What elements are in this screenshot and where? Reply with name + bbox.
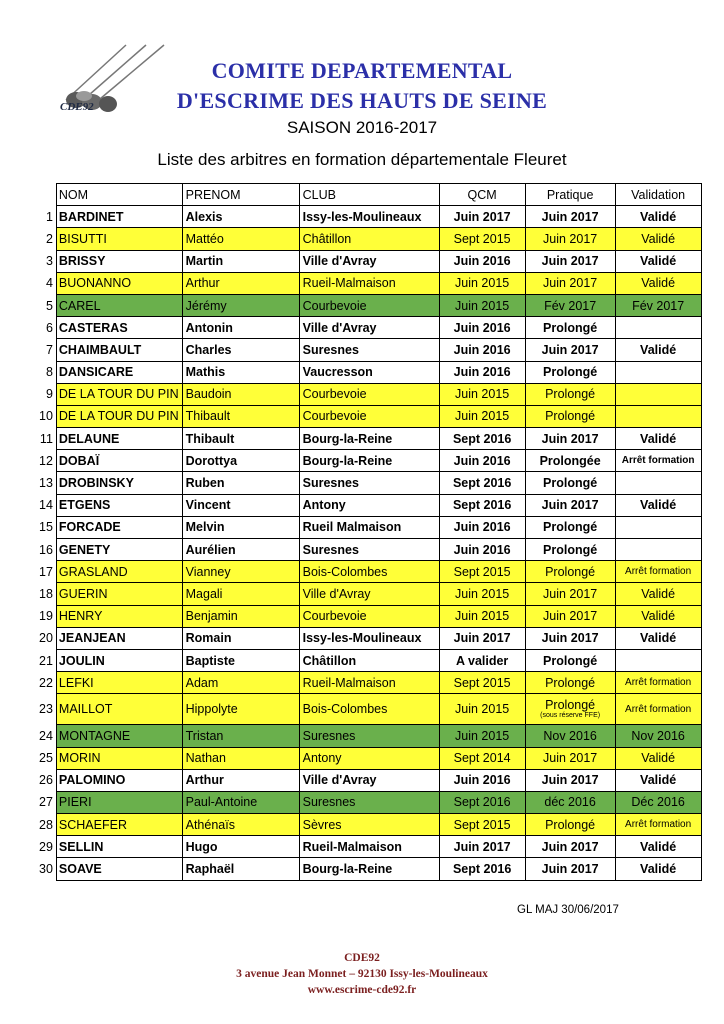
cell-pratique: Prolongé xyxy=(525,405,615,427)
cell-prenom: Alexis xyxy=(182,206,299,228)
table-row xyxy=(36,605,701,627)
cell-club: Bourg-la-Reine xyxy=(299,450,439,472)
cell-qcm: Sept 2015 xyxy=(439,672,525,694)
cell-pratique: Juin 2017 xyxy=(525,339,615,361)
row-number: 25 xyxy=(36,747,56,769)
cell-club: Rueil Malmaison xyxy=(299,516,439,538)
row-number: 26 xyxy=(36,769,56,791)
cell-prenom: Dorottya xyxy=(182,450,299,472)
cell-prenom: Paul-Antoine xyxy=(182,791,299,813)
cell-qcm: Juin 2016 xyxy=(439,769,525,791)
cell-pratique: Juin 2017 xyxy=(525,250,615,272)
cell-pratique: Juin 2017 xyxy=(525,494,615,516)
cell-prenom: Ruben xyxy=(182,472,299,494)
cell-nom: CASTERAS xyxy=(56,317,182,339)
row-number: 13 xyxy=(36,472,56,494)
table-row xyxy=(36,858,701,880)
cell-validation: Validé xyxy=(615,605,701,627)
cell-validation xyxy=(615,405,701,427)
cell-validation: Arrêt formation xyxy=(615,814,701,836)
cell-club: Vaucresson xyxy=(299,361,439,383)
cell-prenom: Charles xyxy=(182,339,299,361)
cell-qcm: Juin 2016 xyxy=(439,339,525,361)
cell-validation: Validé xyxy=(615,206,701,228)
cell-pratique: Prolongé xyxy=(525,383,615,405)
cell-prenom: Martin xyxy=(182,250,299,272)
row-number: 12 xyxy=(36,450,56,472)
table-row xyxy=(36,450,701,472)
cell-qcm: Juin 2016 xyxy=(439,516,525,538)
pratique-note: (sous réserve FFE) xyxy=(540,712,601,720)
table-row xyxy=(36,516,701,538)
table-row xyxy=(36,383,701,405)
cell-prenom: Thibault xyxy=(182,428,299,450)
table-row xyxy=(36,472,701,494)
cell-validation: Validé xyxy=(615,858,701,880)
logo-text: CDE92 xyxy=(60,101,94,113)
cell-validation: Validé xyxy=(615,627,701,649)
cell-nom: MORIN xyxy=(56,747,182,769)
table-row xyxy=(36,583,701,605)
cell-pratique: Fév 2017 xyxy=(525,294,615,316)
cell-qcm: Juin 2017 xyxy=(439,627,525,649)
table-row xyxy=(36,272,701,294)
cell-nom: BARDINET xyxy=(56,206,182,228)
cell-club: Bois-Colombes xyxy=(299,694,439,725)
footer-website[interactable]: www.escrime-cde92.fr xyxy=(307,984,417,996)
cell-club: Courbevoie xyxy=(299,405,439,427)
cell-nom: JOULIN xyxy=(56,649,182,671)
cell-qcm: Sept 2015 xyxy=(439,561,525,583)
cell-nom: DOBAÏ xyxy=(56,450,182,472)
cell-prenom: Vincent xyxy=(182,494,299,516)
col-header-nom: NOM xyxy=(56,184,182,206)
cell-qcm: Juin 2015 xyxy=(439,725,525,747)
cell-pratique: Prolongé xyxy=(525,561,615,583)
row-number: 14 xyxy=(36,494,56,516)
cell-prenom: Baudoin xyxy=(182,383,299,405)
cell-club: Suresnes xyxy=(299,725,439,747)
cell-validation xyxy=(615,516,701,538)
row-number: 5 xyxy=(36,294,56,316)
cell-qcm: Juin 2017 xyxy=(439,206,525,228)
cell-prenom: Tristan xyxy=(182,725,299,747)
table-row xyxy=(36,228,701,250)
table-row xyxy=(36,814,701,836)
cell-club: Rueil-Malmaison xyxy=(299,672,439,694)
cell-validation xyxy=(615,539,701,561)
cell-validation: Déc 2016 xyxy=(615,791,701,813)
cell-club: Courbevoie xyxy=(299,383,439,405)
row-number: 24 xyxy=(36,725,56,747)
row-number: 30 xyxy=(36,858,56,880)
row-number: 10 xyxy=(36,405,56,427)
cell-qcm: Juin 2017 xyxy=(439,836,525,858)
table-header xyxy=(36,184,701,206)
cell-club: Ville d'Avray xyxy=(299,250,439,272)
cell-nom: SELLIN xyxy=(56,836,182,858)
cell-qcm: Sept 2015 xyxy=(439,814,525,836)
table-row xyxy=(36,494,701,516)
cell-prenom: Hippolyte xyxy=(182,694,299,725)
cell-club: Suresnes xyxy=(299,339,439,361)
table-row xyxy=(36,405,701,427)
cell-qcm: Sept 2015 xyxy=(439,228,525,250)
cell-prenom: Raphaël xyxy=(182,858,299,880)
cell-nom: MAILLOT xyxy=(56,694,182,725)
col-header-prenom: PRENOM xyxy=(182,184,299,206)
cell-nom: GENETY xyxy=(56,539,182,561)
row-number: 23 xyxy=(36,694,56,725)
cell-prenom: Thibault xyxy=(182,405,299,427)
row-number: 19 xyxy=(36,605,56,627)
cell-pratique: Nov 2016 xyxy=(525,725,615,747)
row-number: 2 xyxy=(36,228,56,250)
cell-nom: FORCADE xyxy=(56,516,182,538)
cell-validation: Fév 2017 xyxy=(615,294,701,316)
cell-qcm: Sept 2016 xyxy=(439,472,525,494)
cell-validation: Validé xyxy=(615,747,701,769)
cell-club: Issy-les-Moulineaux xyxy=(299,206,439,228)
cell-validation: Arrêt formation xyxy=(615,561,701,583)
row-number: 29 xyxy=(36,836,56,858)
row-number: 21 xyxy=(36,649,56,671)
cell-nom: DELAUNE xyxy=(56,428,182,450)
cell-nom: BISUTTI xyxy=(56,228,182,250)
row-number: 6 xyxy=(36,317,56,339)
cell-prenom: Baptiste xyxy=(182,649,299,671)
col-header-validation: Validation xyxy=(615,184,701,206)
row-number: 18 xyxy=(36,583,56,605)
cell-validation: Validé xyxy=(615,583,701,605)
row-number: 11 xyxy=(36,428,56,450)
cell-pratique: Prolongé xyxy=(525,814,615,836)
cell-validation: Validé xyxy=(615,228,701,250)
cell-qcm: Juin 2016 xyxy=(439,250,525,272)
cell-prenom: Adam xyxy=(182,672,299,694)
footer-org: CDE92 xyxy=(344,952,380,964)
cell-pratique: Prolongé xyxy=(525,317,615,339)
cell-prenom: Romain xyxy=(182,627,299,649)
table-row xyxy=(36,672,701,694)
cell-nom: DE LA TOUR DU PIN xyxy=(56,405,182,427)
cell-validation: Arrêt formation xyxy=(615,450,701,472)
cell-club: Ville d'Avray xyxy=(299,317,439,339)
table-row xyxy=(36,836,701,858)
cell-pratique: Juin 2017 xyxy=(525,206,615,228)
cell-qcm: Juin 2015 xyxy=(439,583,525,605)
cell-pratique: Juin 2017 xyxy=(525,769,615,791)
table-row xyxy=(36,539,701,561)
cell-pratique: Juin 2017 xyxy=(525,747,615,769)
cell-pratique: Prolongé (sous réserve FFE) xyxy=(525,694,615,725)
cell-pratique: Prolongé xyxy=(525,649,615,671)
col-header-club: CLUB xyxy=(299,184,439,206)
table-row xyxy=(36,339,701,361)
cell-pratique: Juin 2017 xyxy=(525,836,615,858)
update-note: GL MAJ 30/06/2017 xyxy=(517,904,619,916)
cell-qcm: Sept 2016 xyxy=(439,791,525,813)
cell-nom: BRISSY xyxy=(56,250,182,272)
cell-prenom: Hugo xyxy=(182,836,299,858)
cell-nom: GUERIN xyxy=(56,583,182,605)
cell-validation xyxy=(615,472,701,494)
cell-club: Châtillon xyxy=(299,228,439,250)
cell-pratique: Juin 2017 xyxy=(525,627,615,649)
cell-nom: CAREL xyxy=(56,294,182,316)
cell-club: Rueil-Malmaison xyxy=(299,836,439,858)
cell-nom: SCHAEFER xyxy=(56,814,182,836)
cell-club: Courbevoie xyxy=(299,605,439,627)
row-number: 3 xyxy=(36,250,56,272)
cell-validation xyxy=(615,383,701,405)
cell-prenom: Athénaïs xyxy=(182,814,299,836)
cell-qcm: Juin 2015 xyxy=(439,272,525,294)
cell-qcm: Sept 2014 xyxy=(439,747,525,769)
cell-qcm: Juin 2016 xyxy=(439,317,525,339)
cell-club: Bourg-la-Reine xyxy=(299,858,439,880)
row-number: 22 xyxy=(36,672,56,694)
footer-address: 3 avenue Jean Monnet – 92130 Issy-les-Moulineaux xyxy=(236,968,488,980)
cell-prenom: Arthur xyxy=(182,769,299,791)
table-row xyxy=(36,649,701,671)
table-row xyxy=(36,206,701,228)
cell-club: Sèvres xyxy=(299,814,439,836)
title-line-1: COMITE DEPARTEMENTAL xyxy=(211,58,513,83)
cell-qcm: Juin 2015 xyxy=(439,383,525,405)
row-number: 15 xyxy=(36,516,56,538)
cell-club: Châtillon xyxy=(299,649,439,671)
row-number: 4 xyxy=(36,272,56,294)
cell-qcm: A valider xyxy=(439,649,525,671)
list-subtitle: Liste des arbitres en formation départementale Fleuret xyxy=(157,150,567,169)
cell-club: Antony xyxy=(299,747,439,769)
table-row xyxy=(36,250,701,272)
cell-validation: Validé xyxy=(615,769,701,791)
referee-table xyxy=(36,183,702,881)
cell-qcm: Juin 2016 xyxy=(439,450,525,472)
row-number: 9 xyxy=(36,383,56,405)
col-header-pratique: Pratique xyxy=(525,184,615,206)
cell-club: Ville d'Avray xyxy=(299,769,439,791)
cell-nom: HENRY xyxy=(56,605,182,627)
cell-prenom: Antonin xyxy=(182,317,299,339)
cell-validation xyxy=(615,649,701,671)
cell-club: Antony xyxy=(299,494,439,516)
row-number: 8 xyxy=(36,361,56,383)
cell-nom: GRASLAND xyxy=(56,561,182,583)
table-row xyxy=(36,791,701,813)
cell-nom: PIERI xyxy=(56,791,182,813)
cell-club: Bourg-la-Reine xyxy=(299,428,439,450)
cell-validation: Validé xyxy=(615,339,701,361)
cell-club: Suresnes xyxy=(299,539,439,561)
cell-pratique: Juin 2017 xyxy=(525,272,615,294)
cell-prenom: Arthur xyxy=(182,272,299,294)
cell-qcm: Juin 2015 xyxy=(439,694,525,725)
season-title: SAISON 2016-2017 xyxy=(286,118,438,137)
cell-club: Rueil-Malmaison xyxy=(299,272,439,294)
title-line-2: D'ESCRIME DES HAUTS DE SEINE xyxy=(176,88,548,113)
table-row xyxy=(36,561,701,583)
cell-validation: Validé xyxy=(615,494,701,516)
cell-club: Suresnes xyxy=(299,472,439,494)
table-row xyxy=(36,627,701,649)
cell-club: Issy-les-Moulineaux xyxy=(299,627,439,649)
row-number: 27 xyxy=(36,791,56,813)
cell-qcm: Juin 2015 xyxy=(439,605,525,627)
cell-qcm: Juin 2015 xyxy=(439,405,525,427)
cell-pratique: Prolongé xyxy=(525,516,615,538)
cell-qcm: Juin 2015 xyxy=(439,294,525,316)
cell-nom: JEANJEAN xyxy=(56,627,182,649)
table-row xyxy=(36,694,701,725)
cell-pratique: Prolongé xyxy=(525,672,615,694)
table-row xyxy=(36,294,701,316)
cell-validation xyxy=(615,361,701,383)
cell-nom: ETGENS xyxy=(56,494,182,516)
cell-pratique: Juin 2017 xyxy=(525,428,615,450)
col-header-qcm: QCM xyxy=(439,184,525,206)
cell-prenom: Jérémy xyxy=(182,294,299,316)
row-number: 16 xyxy=(36,539,56,561)
cell-nom: BUONANNO xyxy=(56,272,182,294)
cell-qcm: Juin 2016 xyxy=(439,539,525,561)
cell-prenom: Mathis xyxy=(182,361,299,383)
cell-validation: Validé xyxy=(615,272,701,294)
cell-qcm: Juin 2016 xyxy=(439,361,525,383)
cell-club: Bois-Colombes xyxy=(299,561,439,583)
row-number: 7 xyxy=(36,339,56,361)
cell-club: Courbevoie xyxy=(299,294,439,316)
cell-qcm: Sept 2016 xyxy=(439,494,525,516)
cell-prenom: Melvin xyxy=(182,516,299,538)
cell-pratique: Prolongée xyxy=(525,450,615,472)
row-number: 1 xyxy=(36,206,56,228)
cell-validation: Nov 2016 xyxy=(615,725,701,747)
cell-validation: Validé xyxy=(615,428,701,450)
cell-pratique: déc 2016 xyxy=(525,791,615,813)
cell-pratique: Prolongé xyxy=(525,361,615,383)
cell-nom: DE LA TOUR DU PIN xyxy=(56,383,182,405)
table-row xyxy=(36,428,701,450)
row-number: 28 xyxy=(36,814,56,836)
cell-validation: Arrêt formation xyxy=(615,672,701,694)
cell-club: Suresnes xyxy=(299,791,439,813)
cell-nom: PALOMINO xyxy=(56,769,182,791)
cell-nom: CHAIMBAULT xyxy=(56,339,182,361)
cell-pratique: Juin 2017 xyxy=(525,858,615,880)
cell-nom: DANSICARE xyxy=(56,361,182,383)
cell-nom: DROBINSKY xyxy=(56,472,182,494)
cell-prenom: Benjamin xyxy=(182,605,299,627)
cell-nom: SOAVE xyxy=(56,858,182,880)
cell-prenom: Nathan xyxy=(182,747,299,769)
table-row xyxy=(36,769,701,791)
cell-pratique: Juin 2017 xyxy=(525,228,615,250)
cell-club: Ville d'Avray xyxy=(299,583,439,605)
cell-qcm: Sept 2016 xyxy=(439,428,525,450)
cell-prenom: Mattéo xyxy=(182,228,299,250)
cell-pratique: Prolongé xyxy=(525,472,615,494)
cell-qcm: Sept 2016 xyxy=(439,858,525,880)
cell-validation: Arrêt formation xyxy=(615,694,701,725)
cell-validation: Validé xyxy=(615,836,701,858)
table-row xyxy=(36,725,701,747)
cell-pratique: Juin 2017 xyxy=(525,605,615,627)
cell-validation: Validé xyxy=(615,250,701,272)
cell-nom: MONTAGNE xyxy=(56,725,182,747)
cell-pratique: Juin 2017 xyxy=(525,583,615,605)
table-row xyxy=(36,361,701,383)
cell-prenom: Vianney xyxy=(182,561,299,583)
row-number: 17 xyxy=(36,561,56,583)
cell-validation xyxy=(615,317,701,339)
cell-prenom: Magali xyxy=(182,583,299,605)
table-row xyxy=(36,747,701,769)
cell-pratique: Prolongé xyxy=(525,539,615,561)
table-row xyxy=(36,317,701,339)
row-number: 20 xyxy=(36,627,56,649)
cell-nom: LEFKI xyxy=(56,672,182,694)
cell-prenom: Aurélien xyxy=(182,539,299,561)
